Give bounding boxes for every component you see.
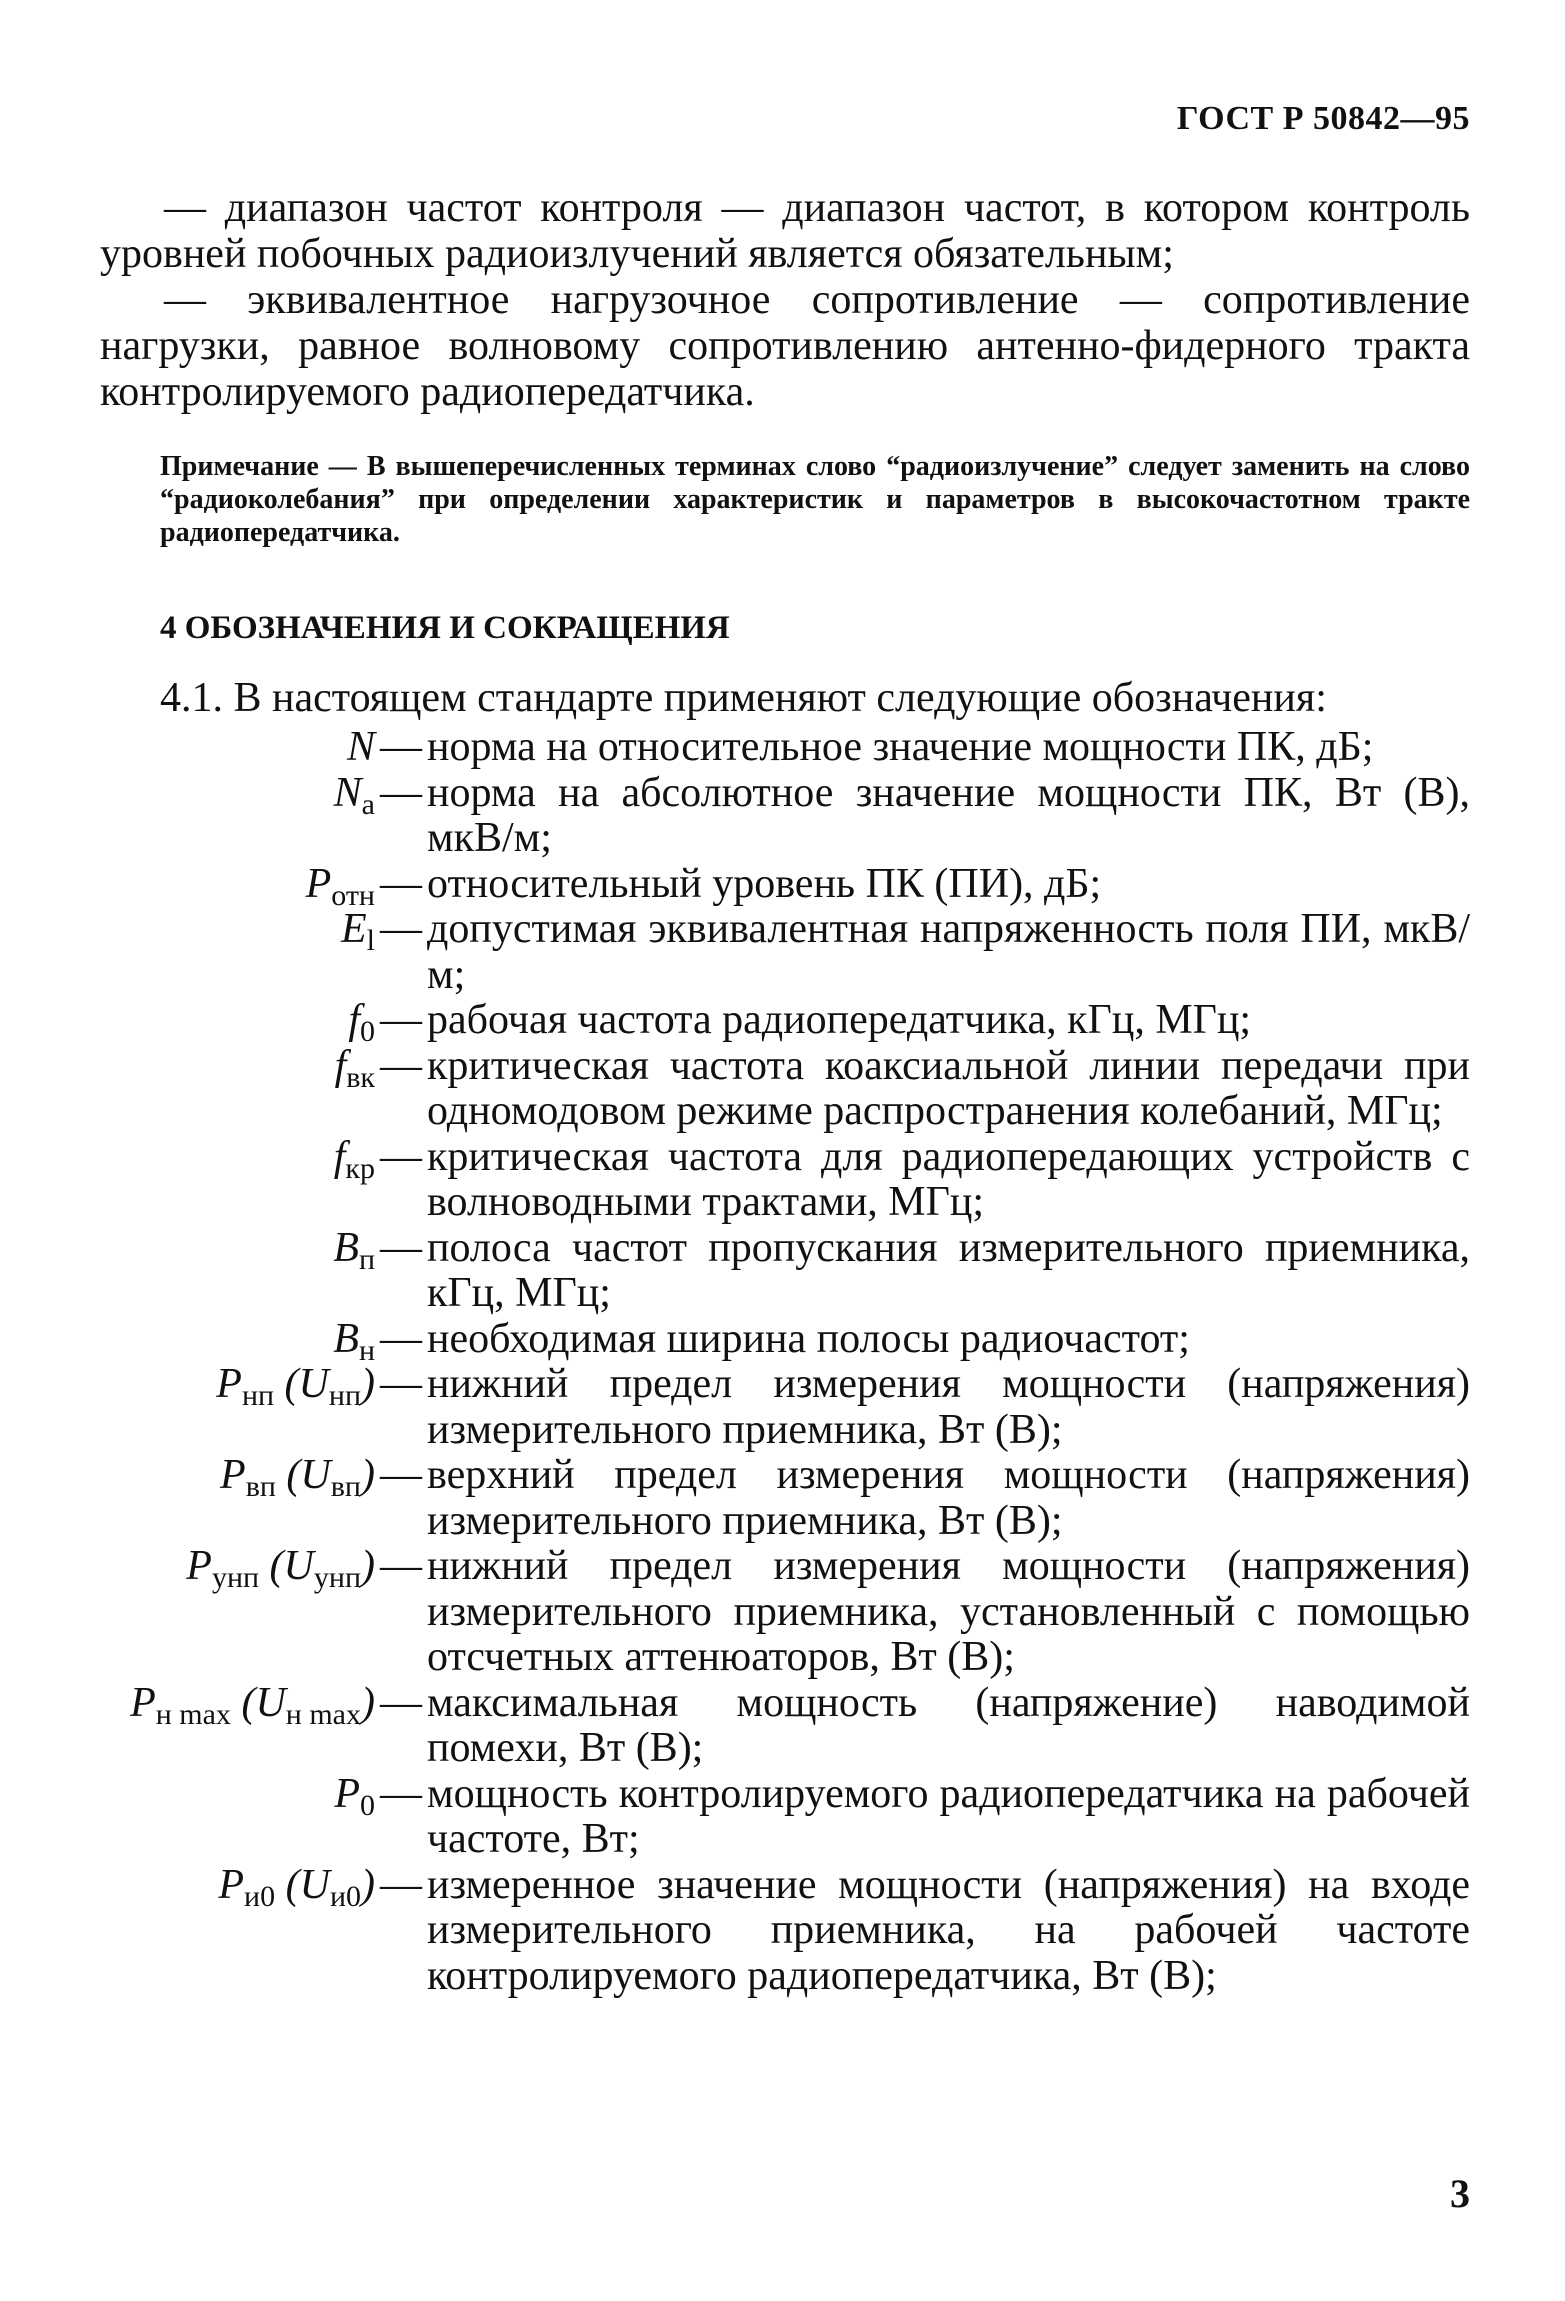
definition-text: нижний предел измерения мощности (напряжения) измерительного приемника, Вт (В); [427,1361,1470,1453]
definition-text: максимальная мощность (напряжение) наводимой помехи, Вт (В); [427,1679,1470,1771]
definition-item [40,907,1470,998]
definition-item [40,1772,1470,1863]
definition-symbol: $P_{вп}$ $(U_{вп})$ [220,1452,375,1503]
definition-dash: — [380,1543,422,1589]
definition-text: норма на абсолютное значение мощности ПК, Вт (В), мкВ/м; [427,769,1470,861]
definition-item [40,1544,1470,1681]
definition-dash: — [380,997,422,1043]
definition-item [40,1315,1470,1367]
definition-dash: — [380,1361,422,1407]
definition-text: нижний предел измерения мощности (напряжения) измерительного приемника, установленный с помощью отсчетных аттенюаторов, Вт (В); [427,1543,1470,1680]
definition-text: верхний предел измерения мощности (напряжения) измерительного приемника, Вт (В); [427,1452,1470,1544]
definition-text: необходимая ширина полосы радиочастот; [427,1315,1190,1362]
definition-item [40,997,1470,1048]
definition-symbol: $f_{кр}$ [333,1133,375,1185]
definition-text: допустимая эквивалентная напряженность поля ПИ, мкВ/м; [427,906,1470,998]
definition-symbol: $E_l$ [341,906,375,957]
definition-text: критическая частота для радиопередающих устройств с волноводными трактами, МГц; [427,1133,1470,1225]
definition-item [40,1044,1470,1135]
definition-symbol: $f_{вк}$ [334,1042,375,1094]
definition-dash: — [380,1042,422,1089]
definition-item [40,725,1470,771]
definition-symbol: $B_п$ [333,1224,375,1276]
definition-dash: — [380,1861,422,1908]
note-paragraph: Примечание — В вышеперечисленных терминах слово “радиоизлучение” следует заменить на слово “радиоколебания” при определении характеристик и параметров в высокочастотном тракте радиопередатчика. [160,451,1470,548]
definition-dash: — [380,1224,422,1271]
definition-item [40,1135,1470,1226]
definition-text: мощность контролируемого радиопередатчика на рабочей частоте, Вт; [427,1770,1470,1862]
definition-symbol: N [346,724,375,770]
definition-symbol: $N_a$ [333,769,375,821]
definition-dash: — [380,1679,422,1726]
definition-dash: — [380,724,422,770]
definition-symbol: $f_0$ [348,997,375,1048]
definition-symbol: $P_{унп}$ $(U_{унп})$ [186,1543,375,1594]
paragraph-frequency-range: — диапазон частот контроля — диапазон частот, в котором контроль уровней побочных радиоизлучений является обязательным; [100,185,1470,277]
definition-text: норма на относительное значение мощности ПК, дБ; [427,724,1374,770]
definition-text: относительный уровень ПК (ПИ), дБ; [427,860,1102,907]
definition-text: критическая частота коаксиальной линии передачи при одномодовом режиме распространения колебаний, МГц; [427,1042,1470,1134]
definition-symbol: $P_{н max}$ $(U_{н max})$ [130,1679,375,1731]
definitions-list [40,725,1470,1999]
definition-text: измеренное значение мощности (напряжения) на входе измерительного приемника, на рабочей частоте контролируемого радиопередатчика, Вт (В); [427,1861,1470,1999]
definition-text: рабочая частота радиопередатчика, кГц, МГц; [427,997,1252,1043]
paragraph-load-resistance: — эквивалентное нагрузочное сопротивление — сопротивление нагрузки, равное волновому сопротивлению антенно-фидерного тракта контролируемого радиопередатчика. [100,277,1470,415]
definition-symbol: $P_{нп}$ $(U_{нп})$ [216,1361,375,1412]
term-paragraphs [100,185,1470,415]
section-intro: 4.1. В настоящем стандарте применяют следующие обозначения: [160,675,1327,721]
definition-dash: — [380,1770,422,1817]
definition-dash: — [380,906,422,952]
definition-text: полоса частот пропускания измерительного приемника, кГц, МГц; [427,1224,1470,1316]
definition-dash: — [380,1452,422,1498]
definition-item [40,1362,1470,1453]
document-header: ГОСТ Р 50842—95 [1176,100,1470,137]
definition-dash: — [380,1133,422,1180]
definition-item [40,860,1470,912]
definition-symbol: $B_н$ [333,1315,375,1367]
definition-item [40,1226,1470,1317]
definition-dash: — [380,769,422,816]
definition-item [40,771,1470,862]
definition-symbol: $P_{и0}$ $(U_{и0})$ [218,1861,375,1913]
definition-item [40,1863,1470,2000]
definition-symbol: $P_{отн}$ [305,860,375,912]
definition-dash: — [380,860,422,907]
definition-item [40,1453,1470,1544]
definition-dash: — [380,1315,422,1362]
section-title: 4 ОБОЗНАЧЕНИЯ И СОКРАЩЕНИЯ [160,610,730,646]
definition-item [40,1681,1470,1772]
definition-symbol: $P_0$ [334,1770,375,1822]
page-number: 3 [1450,2171,1470,2216]
